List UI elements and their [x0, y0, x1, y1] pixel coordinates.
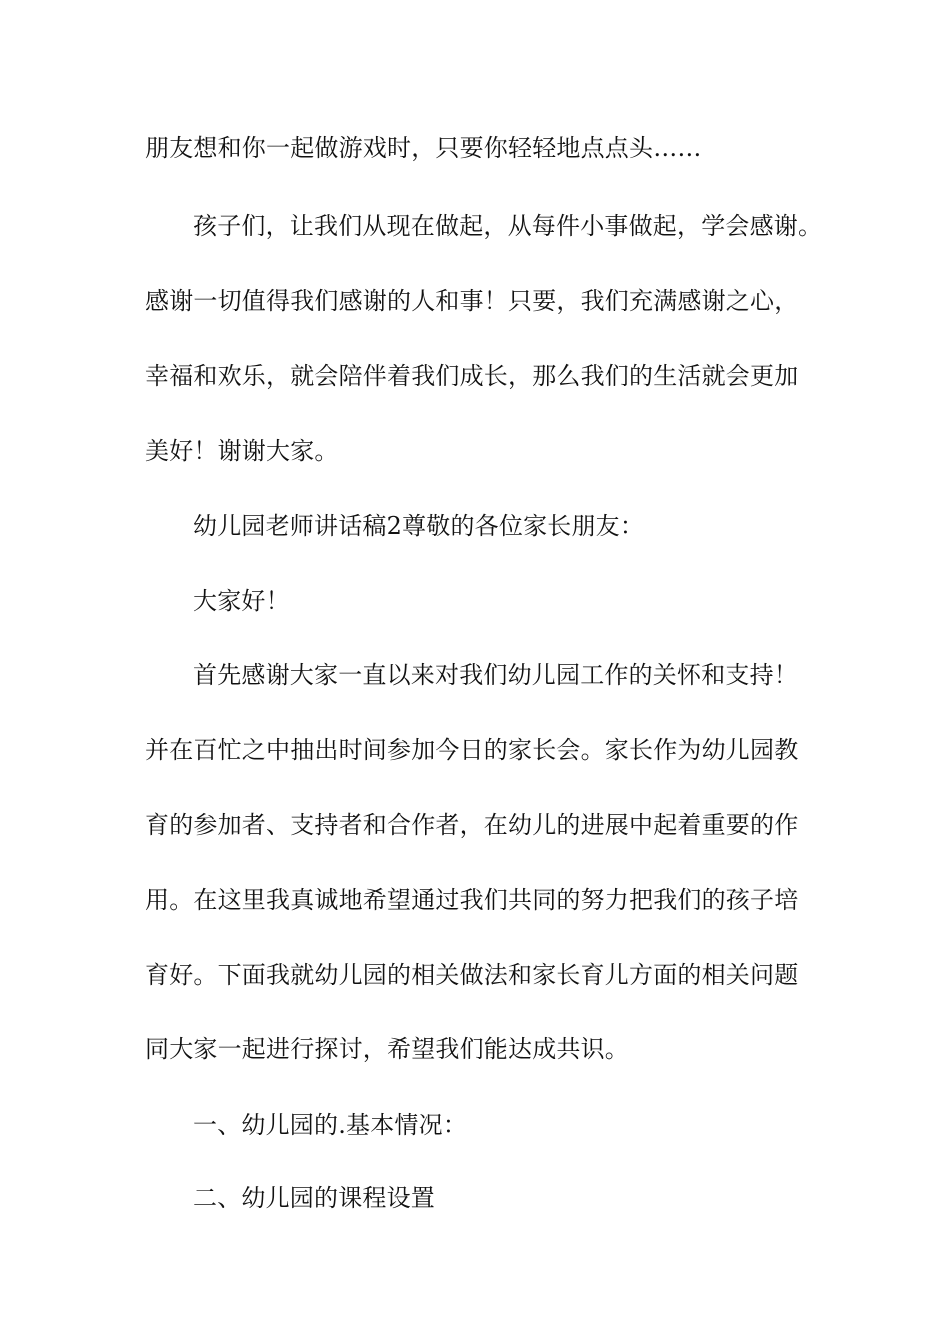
text-line: 幸福和欢乐，就会陪伴着我们成长，那么我们的生活就会更加 [145, 362, 799, 390]
text-line: 育好。下面我就幼儿园的相关做法和家长育儿方面的相关问题 [145, 961, 799, 989]
text-line: 孩子们，让我们从现在做起，从每件小事做起，学会感谢。 [193, 212, 823, 240]
text-line: 大家好！ [193, 587, 290, 615]
text-line: 首先感谢大家一直以来对我们幼儿园工作的关怀和支持！ [193, 661, 798, 689]
text-line: 同大家一起进行探讨，希望我们能达成共识。 [145, 1035, 629, 1063]
text-line: 美好！谢谢大家。 [145, 437, 339, 465]
text-line: 朋友想和你一起做游戏时，只要你轻轻地点点头…… [145, 134, 702, 162]
text-line: 幼儿园老师讲话稿2尊敬的各位家长朋友： [193, 512, 645, 540]
text-line: 一、幼儿园的.基本情况： [193, 1111, 468, 1139]
text-line: 二、幼儿园的课程设置 [193, 1184, 435, 1212]
text-line: 育的参加者、支持者和合作者，在幼儿的进展中起着重要的作 [145, 811, 799, 839]
text-line: 用。在这里我真诚地希望通过我们共同的努力把我们的孩子培 [145, 886, 799, 914]
text-line: 并在百忙之中抽出时间参加今日的家长会。家长作为幼儿园教 [145, 736, 799, 764]
text-line: 感谢一切值得我们感谢的人和事！只要，我们充满感谢之心， [145, 287, 799, 315]
